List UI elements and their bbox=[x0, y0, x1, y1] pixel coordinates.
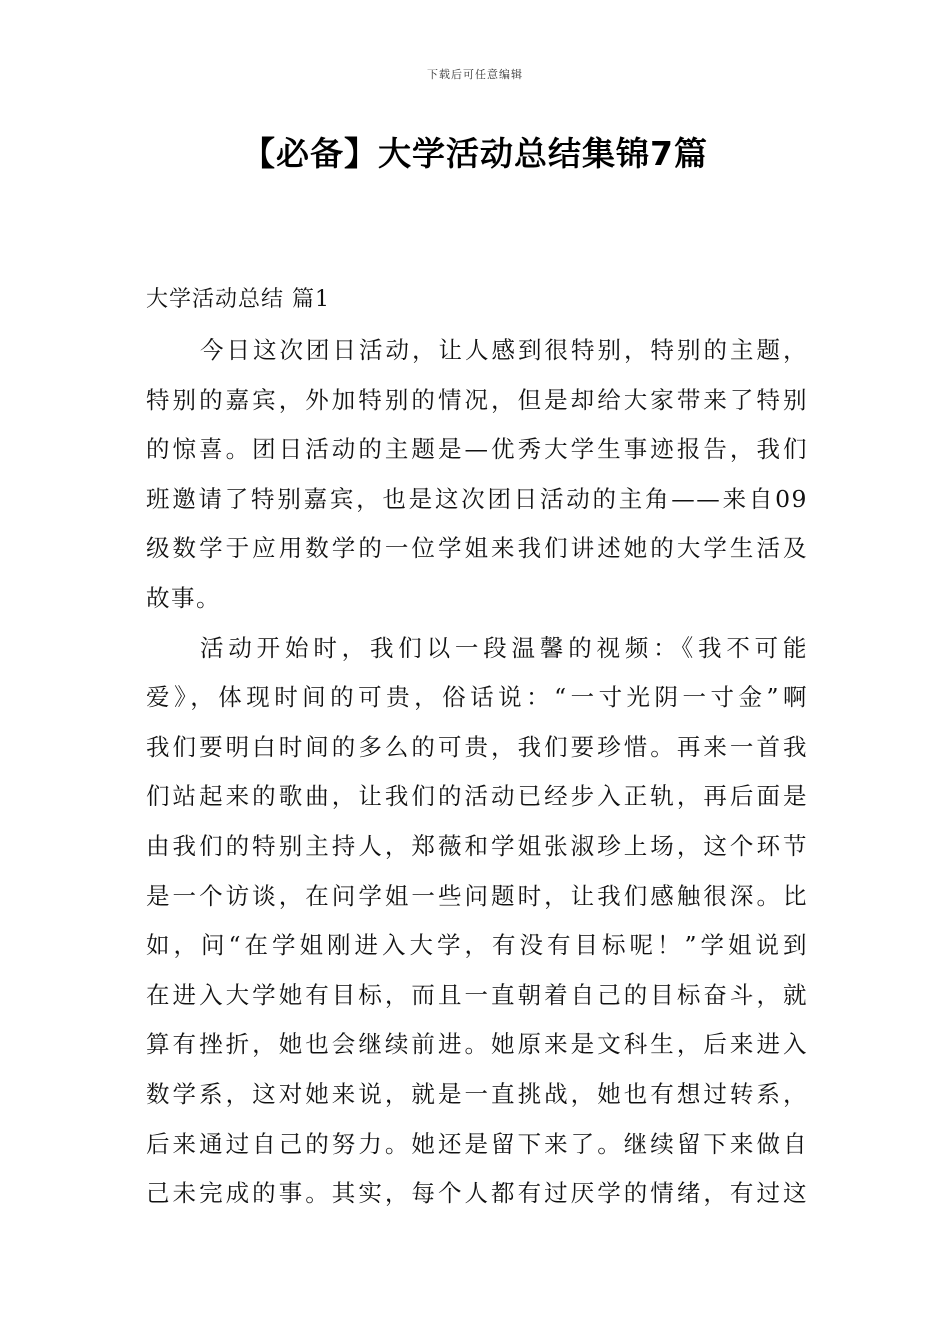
section-heading: 大学活动总结 篇1 bbox=[146, 287, 330, 312]
paragraph-line: 们站起来的歌曲，让我们的活动已经步入正轨，再后面是 bbox=[146, 782, 808, 811]
paragraph-line: 如，问“在学姐刚进入大学，有没有目标呢！”学姐说到 bbox=[146, 931, 808, 960]
paragraph-line: 后来通过自己的努力。她还是留下来了。继续留下来做自 bbox=[146, 1129, 808, 1158]
paragraph-line: 由我们的特别主持人，郑薇和学姐张淑珍上场，这个环节 bbox=[146, 831, 808, 860]
paragraph-line: 特别的嘉宾，外加特别的情况，但是却给大家带来了特别 bbox=[146, 385, 808, 414]
paragraph-1 bbox=[146, 326, 808, 624]
paragraph-line: 数学系，这对她来说，就是一直挑战，她也有想过转系， bbox=[146, 1079, 808, 1108]
paragraph-line: 己未完成的事。其实，每个人都有过厌学的情绪，有过这 bbox=[146, 1179, 808, 1208]
header-note: 下载后可任意编辑 bbox=[427, 68, 523, 81]
document-body bbox=[146, 282, 808, 1219]
paragraph-line: 活动开始时，我们以一段温馨的视频：《我不可能 bbox=[200, 633, 808, 662]
paragraph-2 bbox=[146, 624, 808, 1219]
paragraph-line: 爱》，体现时间的可贵，俗话说：“一寸光阴一寸金”啊 bbox=[146, 683, 808, 712]
paragraph-line: 在进入大学她有目标，而且一直朝着自己的目标奋斗，就 bbox=[146, 980, 808, 1009]
paragraph-line: 的惊喜。团日活动的主题是—优秀大学生事迹报告，我们 bbox=[146, 435, 808, 464]
paragraph-line: 故事。 bbox=[146, 583, 221, 612]
paragraph-line: 算有挫折，她也会继续前进。她原来是文科生，后来进入 bbox=[146, 1030, 808, 1059]
paragraph-line: 是一个访谈，在问学姐一些问题时，让我们感触很深。比 bbox=[146, 881, 808, 910]
paragraph-line: 班邀请了特别嘉宾，也是这次团日活动的主角——来自09 bbox=[146, 484, 808, 513]
paragraph-line: 级数学于应用数学的一位学姐来我们讲述她的大学生活及 bbox=[146, 534, 808, 563]
paragraph-line: 我们要明白时间的多么的可贵，我们要珍惜。再来一首我 bbox=[146, 732, 808, 761]
paragraph-line: 今日这次团日活动，让人感到很特别，特别的主题， bbox=[200, 336, 808, 364]
document-title: 【必备】大学活动总结集锦7篇 bbox=[242, 134, 708, 173]
